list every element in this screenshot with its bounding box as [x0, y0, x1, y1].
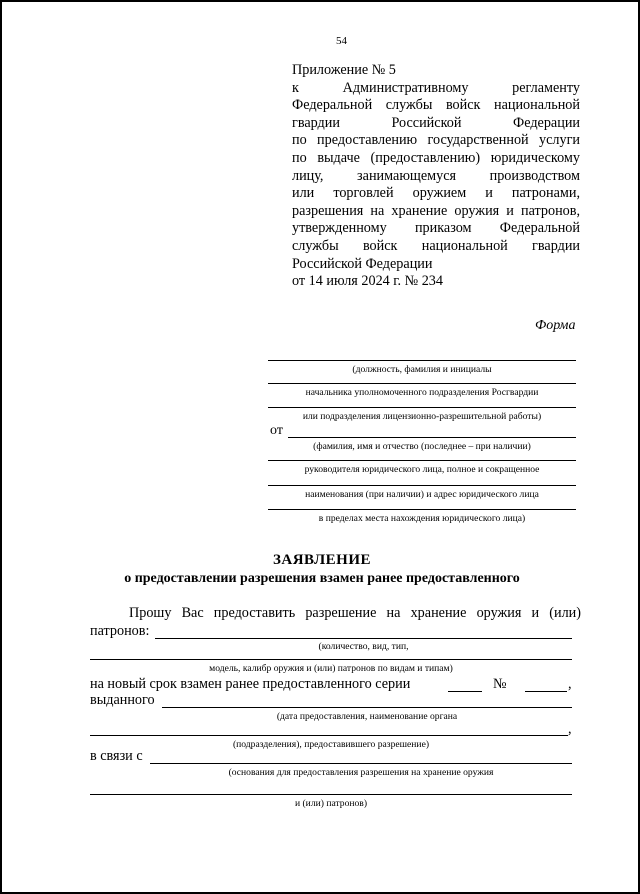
- applicant-line[interactable]: [268, 460, 576, 461]
- cartridges-field-continued[interactable]: [90, 659, 572, 660]
- document-title: ЗАЯВЛЕНИЕ: [272, 552, 372, 568]
- reason-field-continued[interactable]: [90, 794, 572, 795]
- addressee-line[interactable]: [268, 407, 576, 408]
- annex-line: по выдаче (предоставлению) юридическому: [292, 149, 580, 166]
- document-subtitle: о предоставлении разрешения взамен ранее предоставленного: [124, 571, 520, 586]
- applicant-line[interactable]: [288, 437, 576, 438]
- annex-block: [292, 62, 580, 291]
- addressee-line[interactable]: [268, 360, 576, 361]
- reason-field[interactable]: [150, 763, 572, 764]
- form-label: Форма: [535, 318, 576, 333]
- reason-caption-end: и (или) патронов): [294, 798, 368, 809]
- annex-line: службы войск национальной гвардии: [292, 237, 580, 254]
- addressee-caption: (должность, фамилия и инициалы: [352, 364, 492, 375]
- issued-label: выданного: [90, 692, 155, 708]
- applicant-caption: (фамилия, имя и отчество (последнее – при наличии): [313, 441, 531, 452]
- model-caption: модель, калибр оружия и (или) патронов по видам и типам): [209, 663, 453, 674]
- from-label: от: [270, 423, 283, 438]
- annex-line: к Административному регламенту: [292, 79, 580, 96]
- annex-line: от 14 июля 2024 г. № 234: [292, 273, 443, 290]
- annex-line: или торговлей оружием и патронами,: [292, 185, 580, 202]
- annex-line: Федеральной службы войск национальной: [292, 97, 580, 114]
- issued-field-continued[interactable]: [90, 735, 568, 736]
- applicant-caption: руководителя юридического лица, полное и сокращенное: [304, 464, 540, 475]
- new-term-text: на новый срок взамен ранее предоставленного серии: [90, 676, 411, 692]
- annex-line: разрешения на хранение оружия и патронов,: [292, 202, 580, 219]
- addressee-caption: или подразделения лицензионно-разрешительной работы): [302, 411, 542, 422]
- comma-mark: ,: [568, 721, 572, 737]
- applicant-caption: в пределах места нахождения юридического лица): [318, 513, 526, 524]
- series-field[interactable]: [448, 691, 482, 692]
- date-caption: (дата предоставления, наименование органа: [276, 711, 458, 722]
- annex-line: лицу, занимающемуся производством: [292, 167, 580, 184]
- applicant-line[interactable]: [268, 509, 576, 510]
- comma-mark: ,: [568, 676, 572, 692]
- annex-line: утвержденному приказом Федеральной: [292, 220, 580, 237]
- number-sign: №: [493, 676, 507, 692]
- annex-line: гвардии Российской Федерации: [292, 114, 580, 131]
- request-line: Прошу Вас предоставить разрешение на хранение оружия и (или): [129, 605, 581, 621]
- annex-line: Российской Федерации: [292, 255, 433, 272]
- division-caption: (подразделения), предоставившего разрешение): [232, 739, 430, 750]
- page-number: 54: [336, 35, 347, 47]
- addressee-line[interactable]: [268, 383, 576, 384]
- number-field[interactable]: [525, 691, 567, 692]
- addressee-caption: начальника уполномоченного подразделения Росгвардии: [305, 387, 539, 398]
- issued-field[interactable]: [162, 707, 572, 708]
- cartridges-field[interactable]: [155, 638, 572, 639]
- quantity-caption: (количество, вид, тип,: [318, 641, 409, 652]
- applicant-line[interactable]: [268, 485, 576, 486]
- reason-caption: (основания для предоставления разрешения на хранение оружия: [228, 767, 494, 778]
- applicant-caption: наименования (при наличии) и адрес юридического лица: [305, 489, 539, 500]
- annex-line: по предоставлению государственной услуги: [292, 132, 580, 149]
- reason-label: в связи с: [90, 748, 143, 764]
- annex-line: Приложение № 5: [292, 62, 396, 78]
- cartridges-label: патронов:: [90, 623, 150, 639]
